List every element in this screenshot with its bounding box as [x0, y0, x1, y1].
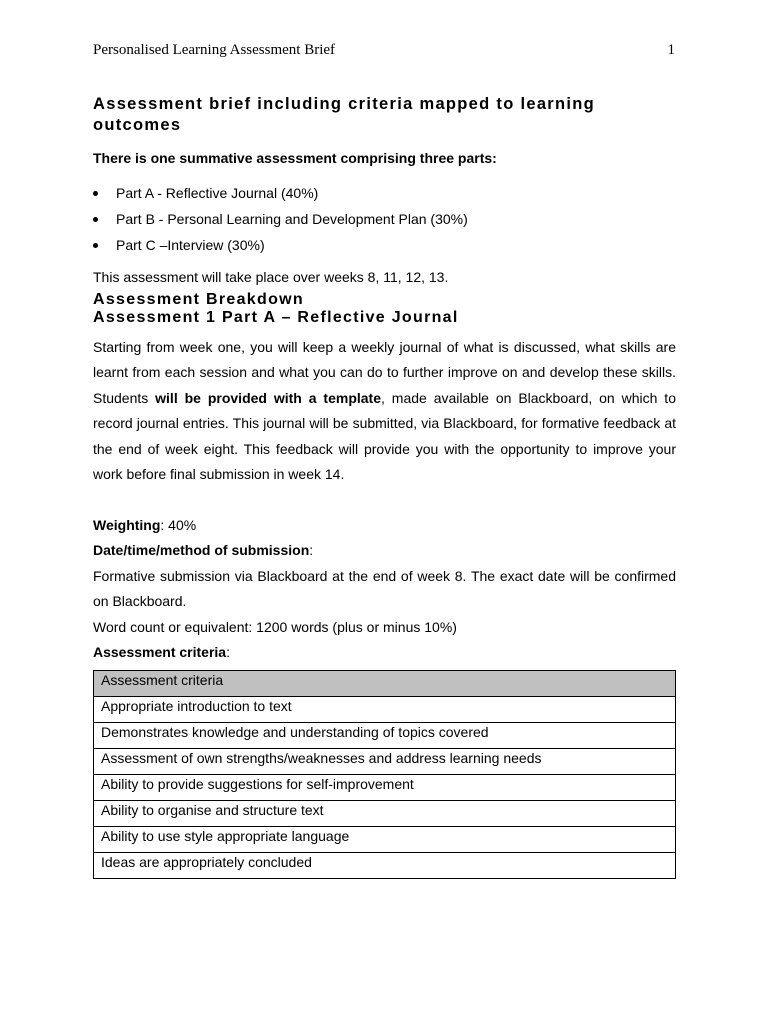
journal-paragraph: [93, 335, 676, 488]
criteria-table: [93, 670, 676, 879]
table-cell: Appropriate introduction to text: [94, 696, 676, 722]
weighting-label: Weighting: [93, 516, 161, 533]
weighting-value: : 40%: [160, 516, 197, 533]
part-a-heading: Assessment 1 Part A – Reflective Journal: [93, 308, 459, 326]
table-cell: Ability to provide suggestions for self-improvement: [94, 774, 676, 800]
table-cell: Ability to organise and structure text: [94, 800, 676, 826]
table-row: [94, 696, 676, 722]
journal-text-bold: will be provided with a template: [155, 389, 381, 406]
list-item: Part C –Interview (30%): [93, 232, 676, 258]
table-cell: Demonstrates knowledge and understanding of topics covered: [94, 722, 676, 748]
table-row: [94, 774, 676, 800]
criteria-label-line: [93, 640, 676, 666]
date-method-suffix: :: [309, 542, 314, 558]
formative-note: Formative submission via Blackboard at the end of week 8. The exact date will be confirmed on Blackboard.: [93, 567, 676, 609]
list-item: Part A - Reflective Journal (40%): [93, 180, 676, 206]
criteria-label: Assessment criteria: [93, 644, 227, 660]
journal-text-1: Starting from week one, you will keep a weekly journal of what is discussed, what skills are learnt from each session and what you can do to further improve on and develop these skills. Students: [93, 338, 676, 406]
schedule-note: This assessment will take place over weeks 8, 11, 12, 13.: [93, 269, 449, 285]
breakdown-heading: Assessment Breakdown: [93, 290, 304, 308]
table-row: [94, 722, 676, 748]
table-cell: Ability to use style appropriate language: [94, 826, 676, 852]
running-title: Personalised Learning Assessment Brief: [93, 42, 336, 58]
list-item: Part B - Personal Learning and Development Plan (30%): [93, 206, 676, 232]
table-cell: Assessment of own strengths/weaknesses and address learning needs: [94, 748, 676, 774]
parts-list: [93, 180, 676, 258]
journal-text-2: , made available on Blackboard, on which to record journal entries. This journal will be submitted, via Blackboard, for formative feedback at the end of week eight. This feedback will provide you with the opportunity to improve your work before final submission in week 14.: [93, 389, 676, 482]
page-header: [93, 42, 675, 59]
summary-statement: There is one summative assessment comprising three parts:: [93, 150, 497, 166]
date-method-label: Date/time/method of submission: [93, 542, 310, 558]
table-row: [94, 800, 676, 826]
table-header-cell: Assessment criteria: [94, 670, 676, 696]
criteria-label-suffix: :: [226, 644, 230, 660]
date-method-line: [93, 538, 676, 564]
document-body: [93, 94, 676, 879]
word-count: Word count or equivalent: 1200 words (plus or minus 10%): [93, 618, 457, 635]
weighting-line: [93, 513, 676, 539]
table-header-row: [94, 670, 676, 696]
document-title: Assessment brief including criteria mapped to learning outcomes: [93, 95, 596, 134]
table-cell: Ideas are appropriately concluded: [94, 852, 676, 878]
page-number: 1: [667, 42, 675, 58]
table-row: [94, 826, 676, 852]
table-row: [94, 748, 676, 774]
table-row: [94, 852, 676, 878]
